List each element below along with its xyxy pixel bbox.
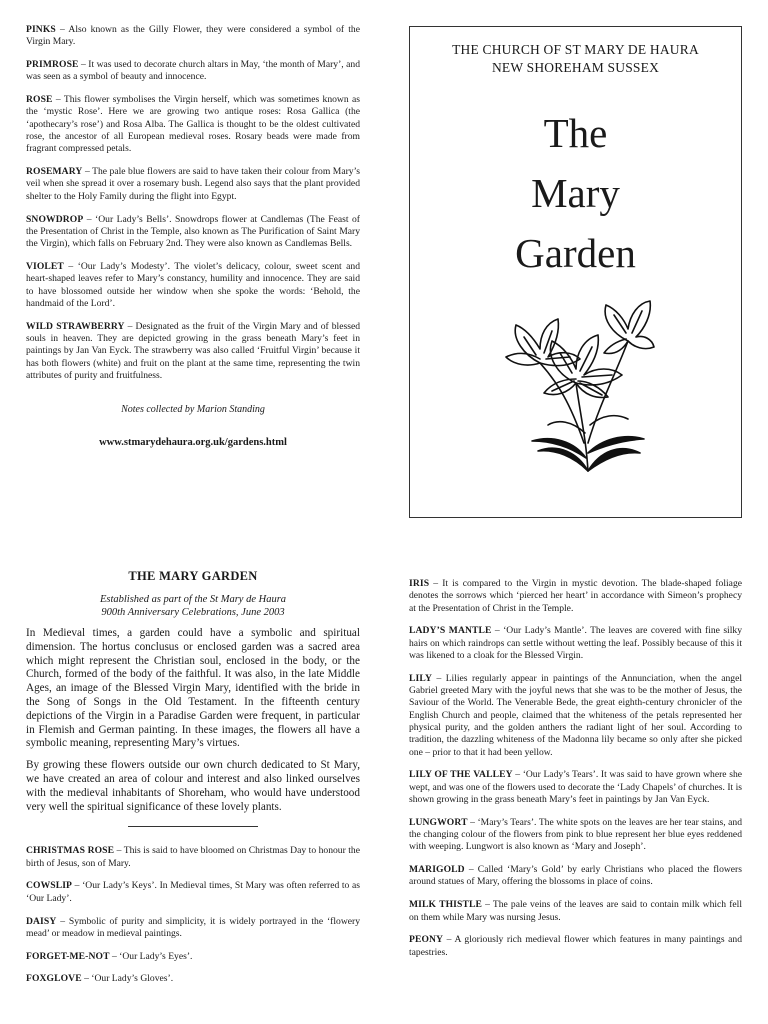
intro-paragraph-2: By growing these flowers outside our own church dedicated to St Mary, we have created an area of colour and interest and also linked ourselves with the medieval inhabitants of Shoreham, who would have understood very well the spiritual significance of these lovely plants. [26,759,360,813]
intro-paragraph-1: In Medieval times, a garden could have a symbolic and spiritual dimension. The hortus conclusus or enclosed garden was a sacred area which might represent the Christian soul, enclosed in the body, or the Church, formed of the body of the faithful. It was also, in the late Middle Ages, an image of the Blessed Virgin Mary, identified with the bride in the Song of Songs in the Old Testament. In the fifteenth century depictions of the Virgin in a Paradise Garden were frequent, in particular in Flemish and German painting. In these images, the flowers all have a symbolic meaning, representing Mary’s virtues. [26,627,360,750]
flower-entry-rosemary: ROSEMARY – The pale blue flowers are said to have taken their colour from Mary’s veil when she spread it over a rosemary bush. Legend also says that the plant provided shelter to the Holy Family during the flight into Egypt. [26,166,360,202]
intro-panel [26,567,360,996]
flower-entry-lily: LILY – Lilies regularly appear in paintings of the Annunciation, when the angel Gabriel greeted Mary with the joyful news that she was to be the mother of Jesus, the Saviour of the World. The Venerable Bede, the great eighth-century chronicler of the English Church and people, claimed that the whiteness of the petals represented her physical purity, and the golden anthers the radiant light of her soul. According to tradition, the dazzling whiteness of the Madonna lily became so only after she picked one – prior to that it had been yellow. [409,672,742,758]
cover-panel [409,26,742,518]
flower-list-bottom-right [409,578,742,969]
flower-entry-marigold: MARIGOLD – Called ‘Mary’s Gold’ by early Christians who placed the flowers around statues of Mary, offering the blossoms in place of coins. [409,864,742,888]
flower-entry-foxglove: FOXGLOVE – ‘Our Lady’s Gloves’. [26,973,174,985]
section-title: THE MARY GARDEN [128,569,258,583]
subtitle: Established as part of the St Mary de Haura 900th Anniversary Celebrations, June 2003 [99,594,287,618]
lily-illustration-icon [488,293,658,475]
section-divider [128,826,258,827]
flower-list-top-left [26,24,360,448]
flower-entry-lily-of-the-valley: LILY OF THE VALLEY – ‘Our Lady’s Tears’. It was said to have grown where she wept, and was one of the flowers used to decorate the ‘Lady Chapels’ of churches. It is shown growing in the grass beneath Mary’s feet in paintings by Jan Van Eyck. [409,769,742,805]
flower-entry-pinks: PINKS – Also known as the Gilly Flower, they were considered a symbol of the Virgin Mary. [26,24,360,48]
church-location: NEW SHOREHAM SUSSEX [491,60,660,75]
flower-entry-snowdrop: SNOWDROP – ‘Our Lady’s Bells’. Snowdrops flower at Candlemas (The Feast of the Presentation of Christ in the Temple, also known as The Purification of Saint Mary the Virgin), which falls on February 2nd. They were also known as Candlemas Bells. [26,213,360,250]
cover-header [410,41,741,77]
flower-entry-violet: VIOLET – ‘Our Lady’s Modesty’. The violet’s delicacy, colour, sweet scent and heart-shaped leaves refer to Mary’s constancy, humility and innocence. They are said to have blossomed outside her window when she spoke the words: ‘Behold, the handmaid of the Lord’. [26,260,360,309]
flower-entry-daisy: DAISY – Symbolic of purity and simplicity, it is widely portrayed in the ‘flowery mead’ or meadow in medieval paintings. [26,915,360,939]
flower-entry-rose: ROSE – This flower symbolises the Virgin herself, which was sometimes known as the ‘mystic Rose’. Here we are growing two antique roses: Rosa Gallica (the ‘apothecary’s rose’) and Rosa Alba. The Gallica is thought to be the oldest cultivated rose, the ancestor of all European medieval roses. Rosary beads were made from fragrant compressed petals. [26,94,360,155]
flower-entry-peony: PEONY – A gloriously rich medieval flower which features in many paintings and tapestries. [409,934,742,958]
flower-entry-milk-thistle: MILK THISTLE – The pale veins of the leaves are said to contain milk which fell on them while Mary was nursing Jesus. [409,899,743,923]
flower-entry-ladys-mantle: LADY’S MANTLE – ‘Our Lady’s Mantle’. The leaves are covered with fine silky hairs on which raindrops can settle without wetting the leaf. Possibly because of this it was likened to a cloak for the Blessed Virgin. [409,625,742,661]
flower-entry-iris: IRIS – It is compared to the Virgin in mystic devotion. The blade-shaped foliage denotes the sorrows which ‘pierced her heart’ in accordance with Simeon’s prophecy at the Presentation of Christ in the Temple. [409,578,742,614]
website-link[interactable]: www.stmarydehaura.org.uk/gardens.html [99,437,287,449]
credit-line: Notes collected by Marion Standing [121,404,265,416]
flower-entry-forget-me-not: FORGET-ME-NOT – ‘Our Lady’s Eyes’. [26,950,193,962]
flower-entry-primrose: PRIMROSE – It was used to decorate church altars in May, ‘the month of Mary’, and was seen as a symbol of beauty and innocence. [26,59,360,83]
church-name: THE CHURCH OF ST MARY DE HAURA [452,42,699,57]
flower-entry-cowslip: COWSLIP – ‘Our Lady’s Keys’. In Medieval times, St Mary was often referred to as ‘Our Lady’. [26,880,360,904]
flower-entry-christmas-rose: CHRISTMAS ROSE – This is said to have bloomed on Christmas Day to honour the birth of Jesus, son of Mary. [26,845,360,869]
flower-entry-wild-strawberry: WILD STRAWBERRY – Designated as the fruit of the Virgin Mary and of blessed souls in heaven. They are depicted growing in the grass beneath Mary’s feet in paintings by Jan Van Eyck. The strawberry was also called ‘Fruitful Virgin’ because it has both flowers (white) and fruit on the plant at the same time, representing the twin attributes of purity and fruitfulness. [26,320,361,381]
cover-title: The Mary Garden [515,110,636,276]
flower-entry-lungwort: LUNGWORT – ‘Mary’s Tears’. The white spots on the leaves are her tear stains, and the changing colour of the flowers from pink to blue represent her blue eyes reddened with weeping. Lungwort is also known as ‘Mary and Joseph’. [409,816,742,853]
